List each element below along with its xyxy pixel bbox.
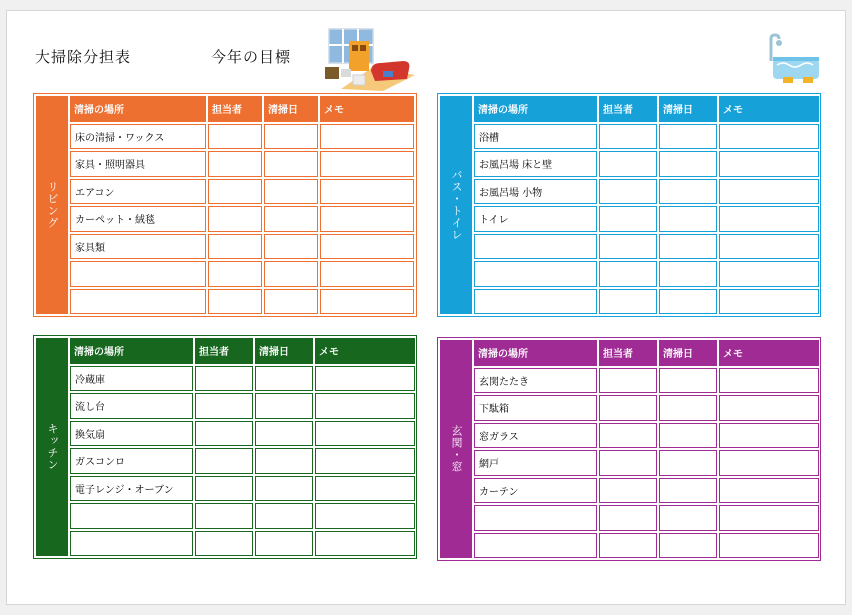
assignee-cell[interactable] [599,423,657,449]
date-cell[interactable] [659,124,717,150]
assignee-cell[interactable] [208,124,262,150]
memo-cell[interactable] [719,124,819,150]
memo-cell[interactable] [315,531,415,557]
assignee-cell[interactable] [599,179,657,205]
header-memo: メモ [719,340,819,366]
header-date: 清掃日 [659,340,717,366]
place-cell [474,289,597,315]
header-assignee: 担当者 [599,340,657,366]
header-assignee: 担当者 [208,96,262,122]
date-cell[interactable] [264,289,318,315]
place-cell: 網戸 [474,450,597,476]
place-cell: お風呂場 小物 [474,179,597,205]
place-cell [70,261,206,287]
date-cell[interactable] [255,503,313,529]
header-date: 清掃日 [255,338,313,364]
assignee-cell[interactable] [599,261,657,287]
date-cell[interactable] [659,450,717,476]
header-place: 清掃の場所 [474,96,597,122]
cleaning-table [474,96,819,314]
place-cell: ガスコンロ [70,448,193,474]
assignee-cell[interactable] [599,289,657,315]
cleaning-table [474,340,819,558]
date-cell[interactable] [659,478,717,504]
memo-cell[interactable] [315,476,415,502]
section-entrance-window [437,337,821,561]
date-cell[interactable] [264,206,318,232]
cleaning-table [70,96,414,314]
place-cell: 換気扇 [70,421,193,447]
assignee-cell[interactable] [208,151,262,177]
place-cell: 家具・照明器具 [70,151,206,177]
date-cell[interactable] [264,179,318,205]
header-assignee: 担当者 [599,96,657,122]
place-cell: 床の清掃・ワックス [70,124,206,150]
assignee-cell[interactable] [208,261,262,287]
date-cell[interactable] [255,476,313,502]
assignee-cell[interactable] [195,503,253,529]
place-cell: 電子レンジ・オーブン [70,476,193,502]
place-cell [70,289,206,315]
assignee-cell[interactable] [195,448,253,474]
assignee-cell[interactable] [599,533,657,559]
assignee-cell[interactable] [195,531,253,557]
section-bath-toilet [437,93,821,317]
date-cell[interactable] [264,261,318,287]
memo-cell[interactable] [719,450,819,476]
bathtub-illustration [765,33,819,85]
memo-cell[interactable] [719,533,819,559]
memo-cell[interactable] [315,366,415,392]
section-kitchen [33,335,417,559]
memo-cell[interactable] [719,423,819,449]
assignee-cell[interactable] [195,421,253,447]
date-cell[interactable] [659,289,717,315]
date-cell[interactable] [264,151,318,177]
assignee-cell[interactable] [208,179,262,205]
date-cell[interactable] [659,206,717,232]
header-date: 清掃日 [264,96,318,122]
memo-cell[interactable] [719,206,819,232]
memo-cell[interactable] [719,368,819,394]
date-cell[interactable] [255,393,313,419]
header-memo: メモ [315,338,415,364]
assignee-cell[interactable] [599,478,657,504]
place-cell [474,261,597,287]
assignee-cell[interactable] [195,476,253,502]
place-cell [474,505,597,531]
assignee-cell[interactable] [599,450,657,476]
memo-cell[interactable] [719,234,819,260]
place-cell [70,531,193,557]
memo-cell[interactable] [719,395,819,421]
assignee-cell[interactable] [599,124,657,150]
place-cell: 窓ガラス [474,423,597,449]
section-label: バス・トイレ [440,96,472,314]
date-cell[interactable] [659,151,717,177]
assignee-cell[interactable] [599,368,657,394]
place-cell: お風呂場 床と壁 [474,151,597,177]
memo-cell[interactable] [719,478,819,504]
assignee-cell[interactable] [599,206,657,232]
place-cell: エアコン [70,179,206,205]
cleaning-table [70,338,415,556]
memo-cell[interactable] [320,289,414,315]
place-cell: 流し台 [70,393,193,419]
document-title: 大掃除分担表 [35,48,132,66]
memo-cell[interactable] [320,124,414,150]
header-assignee: 担当者 [195,338,253,364]
date-cell[interactable] [659,179,717,205]
goal-label: 今年の目標 [211,48,292,66]
place-cell: 下駄箱 [474,395,597,421]
place-cell: 浴槽 [474,124,597,150]
header-place: 清掃の場所 [70,338,193,364]
document-page [6,10,846,605]
memo-cell[interactable] [320,151,414,177]
memo-cell[interactable] [320,234,414,260]
memo-cell[interactable] [320,179,414,205]
memo-cell[interactable] [315,448,415,474]
date-cell[interactable] [264,124,318,150]
assignee-cell[interactable] [208,234,262,260]
date-cell[interactable] [255,366,313,392]
section-label: 玄関・窓 [440,340,472,558]
memo-cell[interactable] [719,261,819,287]
memo-cell[interactable] [719,179,819,205]
header-date: 清掃日 [659,96,717,122]
header-place: 清掃の場所 [70,96,206,122]
assignee-cell[interactable] [599,151,657,177]
place-cell [474,533,597,559]
memo-cell[interactable] [719,151,819,177]
place-cell: 冷蔵庫 [70,366,193,392]
memo-cell[interactable] [719,505,819,531]
date-cell[interactable] [659,261,717,287]
section-label: リビング [36,96,68,314]
place-cell [70,503,193,529]
memo-cell[interactable] [315,503,415,529]
date-cell[interactable] [255,421,313,447]
date-cell[interactable] [659,368,717,394]
header-place: 清掃の場所 [474,340,597,366]
date-cell[interactable] [659,234,717,260]
place-cell: カーテン [474,478,597,504]
header-memo: メモ [320,96,414,122]
section-living [33,93,417,317]
header-memo: メモ [719,96,819,122]
date-cell[interactable] [659,423,717,449]
place-cell [474,234,597,260]
memo-cell[interactable] [320,261,414,287]
section-label: キッチン [36,338,68,556]
assignee-cell[interactable] [208,206,262,232]
date-cell[interactable] [264,234,318,260]
living-room-illustration [323,27,415,91]
date-cell[interactable] [659,533,717,559]
date-cell[interactable] [659,505,717,531]
place-cell: カーペット・絨毯 [70,206,206,232]
assignee-cell[interactable] [599,505,657,531]
memo-cell[interactable] [719,289,819,315]
assignee-cell[interactable] [599,234,657,260]
date-cell[interactable] [255,448,313,474]
assignee-cell[interactable] [208,289,262,315]
memo-cell[interactable] [315,393,415,419]
date-cell[interactable] [255,531,313,557]
memo-cell[interactable] [315,421,415,447]
assignee-cell[interactable] [195,366,253,392]
assignee-cell[interactable] [195,393,253,419]
assignee-cell[interactable] [599,395,657,421]
place-cell: 家具類 [70,234,206,260]
place-cell: 玄関たたき [474,368,597,394]
memo-cell[interactable] [320,206,414,232]
place-cell: トイレ [474,206,597,232]
date-cell[interactable] [659,395,717,421]
